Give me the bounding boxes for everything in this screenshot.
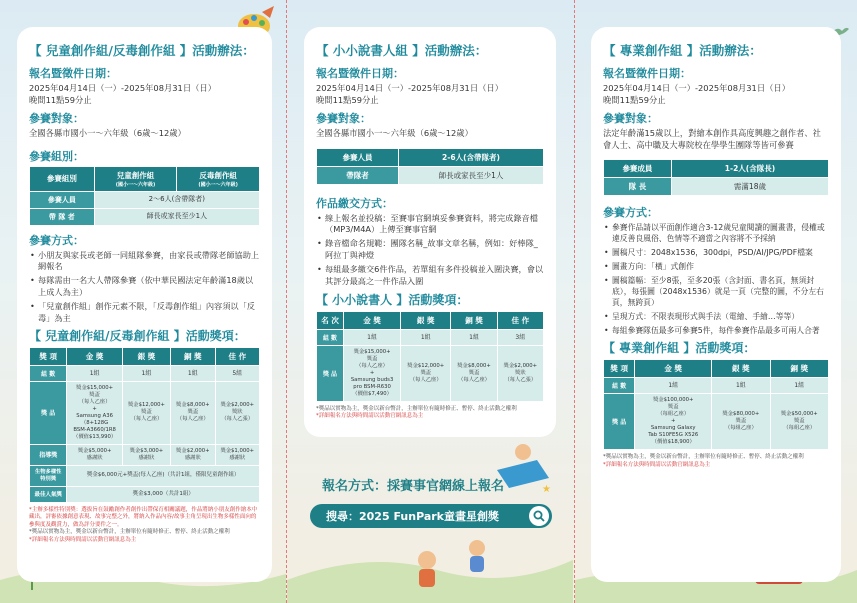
row-label: 組 數 [317,330,343,345]
table-cell: 1組 [451,330,496,345]
table-header: 佳 作 [498,312,543,329]
table-cell: 獎金$3,000（共計1組） [67,487,259,502]
footnote: *詳細報名方法與時間請以活動官網訊息為主 [316,413,424,420]
footnote: *詳細報名方法與時間請以活動官網訊息為主 [29,536,137,543]
table-header: 參賽組別 [30,167,94,191]
footnote: *主辦多樣性特別獎：選拔旨在鼓勵創作者創作出帶保育相關議題，作品將納小朋友創作繪本中藏出，評審依據創意表現、故事完整之外，將納入作品內容/故事主角呈現出生物多樣性面向的參與度及觀賞力，做為評分要件之一。 [29,506,258,528]
table-header: 金 獎 [344,312,400,329]
panel-title: 【 小小說書人組 】活動辦法： [316,43,488,58]
submit-heading: 作品繳交方式： [316,196,393,210]
table-header: 銅 獎 [771,360,828,377]
table-cell: 獎金$8,000+ 獎盃 （每人乙座） [171,382,214,444]
date-line: 2025年04月14日（一）-2025年08月31日（日） [316,83,504,93]
list-item: • 圖稿尺寸：2048x1536，300dpi，PSD/AI/JPG/PDF檔案 [603,247,829,258]
table-cell: 1組 [771,378,828,393]
row-label: 生物多樣性 特別獎 [30,466,66,486]
search-bar[interactable] [310,504,552,528]
row-label: 帶隊者 [317,167,398,184]
row-label: 最佳人氣獎 [30,487,66,502]
table-cell: 1組 [171,366,214,381]
award-title: 【 小小說書人 】活動獎項： [316,292,469,307]
method-heading: 參賽方式： [603,206,658,219]
row-label: 指導獎 [30,445,66,465]
footnote: *獎品以實物為主，獎金以新台幣計，主辦單位有隨時修正、暫停、終止活動之權利 [603,454,804,460]
row-label: 隊 長 [604,178,671,195]
table-cell: 1組 [635,378,711,393]
method-heading: 參賽方式： [29,233,84,247]
table-cell: 獎金$15,000+ 獎盃 （每人乙座） + Samsung buds3 pro BSM-R630 （價值$7,490） [344,346,400,401]
target-text: 法定年齡滿15歲以上，對繪本創作具高度興趣之創作者、社會人士、高中職及大專院校在學學生團隊等皆可參賽 [603,128,821,150]
submit-list [316,213,544,287]
target-heading: 參賽對象： [603,112,658,125]
table-cell: 1組 [67,366,121,381]
list-item: • 每組最多繳交6件作品，若單組有多件投稿並入圍決賽，會以其評分最高之一件作品入圍 [316,264,544,287]
award-title: 【 兒童創作組/反毒創作組 】活動獎項： [29,328,246,343]
table-header: 金 獎 [67,348,121,365]
panel-professional-group [591,27,841,582]
award-table [29,347,260,503]
table-header: 金 獎 [635,360,711,377]
table-header: 獎 項 [30,348,66,365]
table-cell: 獎金$1,000+ 感謝狀 [216,445,259,465]
table-header: 反毒創作組 (國小一～六年級) [177,167,259,191]
table-cell: 獎金$80,000+ 獎盃 （每組乙座） [712,394,769,449]
list-item: • 每隊需由一名大人帶隊參賽（依中華民國法定年齡滿18歲以上成人為主） [29,275,260,298]
table-cell: 師長或家長至少1人 [95,209,259,225]
table-cell: 獎金$6,000元+獎盃(每人乙座)（共計1組，僅限兒童創作組） [67,466,259,486]
row-label: 參賽人員 [317,149,398,166]
date-heading: 報名暨徵件日期： [29,67,117,80]
table-header: 兒童創作組 (國小一～六年級) [95,167,177,191]
table-cell: 獎金$100,000+ 獎盃 （每組乙座） + Samsung Galaxy Tab S10FE5G X526 （價值$18,900） [635,394,711,449]
row-label: 獎 品 [30,382,66,444]
table-cell: 1組 [123,366,170,381]
table-header: 名 次 [317,312,343,329]
table-cell: 3組 [498,330,543,345]
method-list [29,250,260,324]
list-item: • 「兒童創作組」創作元素不限，「反毒創作組」內容須以「反毒」為主 [29,301,260,324]
date-deadline: 晚間11點59分止 [603,94,666,105]
row-label: 參賽成員 [604,160,671,177]
table-cell: 需滿18歲 [672,178,828,195]
list-item: • 線上報名並投稿：至賽事官網填妥參賽資料，將完成錄音檔（MP3/M4A）上傳至賽事官網 [316,213,544,236]
list-item: • 呈現方式：不限表現形式與手法（電繪、手繪…等等） [603,311,829,322]
search-text: 搜尋：2025 FunPark童畫星創獎 [326,510,500,523]
table-cell: 獎金$2,000+ 獎狀 （每人乙張） [498,346,543,401]
table-cell: 師長或家長至少1人 [399,167,543,184]
table-cell: 1組 [401,330,450,345]
target-text: 全國各縣市國小一～六年級（6歲～12歲） [316,128,473,138]
panel-children-group [17,27,272,582]
footnote: *獎品以實物為主，獎金以新台幣計，主辦單位有隨時修正、暫停、終止活動之權利 [316,405,517,412]
panel-title: 【 專業創作組 】活動辦法： [603,43,762,58]
table-cell: 5組 [216,366,259,381]
row-label: 帶 隊 者 [30,209,94,225]
list-item: • 參賽作品請以平面創作適合3-12歲兒童閱讀的圖畫書，侵權或違反善良風俗、色情等不適當之內容將不予採納 [603,222,829,244]
list-item: • 每組參賽隊伍最多可參賽5件，每件參賽作品最多可兩人合著 [603,325,829,336]
list-item: • 圖畫方向：「橫」式創作 [603,261,829,272]
target-text: 全國各縣市國小一～六年級（6歲～12歲） [29,128,186,138]
date-deadline: 晚間11點59分止 [29,94,92,105]
award-table [316,311,544,402]
table-cell: 1組 [712,378,769,393]
table-cell: 1-2人(含隊長) [672,160,828,177]
group-heading: 參賽組別： [29,149,84,163]
footnote: *詳細報名方法與時間請以活動官網訊息為主 [603,461,711,468]
table-header: 銀 獎 [712,360,769,377]
date-heading: 報名暨徵件日期： [603,67,691,80]
date-line: 2025年04月14日（一）-2025年08月31日（日） [29,83,217,93]
row-label: 獎 品 [604,394,634,449]
table-header: 佳 作 [216,348,259,365]
footnote: *獎品以實物為主，獎金以新台幣計，主辦單位有隨時修正、暫停、終止活動之權利 [29,529,230,536]
list-item: • 圖稿篇幅：至少8張，至多20張（含封面、書名頁，無須封底），每張圖（2048x1536）就是一頁（完整的圖，不分左右頁，無跨頁） [603,275,829,308]
table-header: 銅 獎 [451,312,496,329]
panel-storyteller-group [304,27,556,437]
table-cell: 1組 [344,330,400,345]
table-cell: 獎金$12,000+ 獎盃 （每人乙座） [123,382,170,444]
table-header: 獎 項 [604,360,634,377]
signup-method-title: 報名方式：採賽事官網線上報名 [322,479,505,494]
table-cell: 獎金$50,000+ 獎盃 （每組乙座） [771,394,828,449]
member-table [316,148,544,185]
table-header: 銀 獎 [401,312,450,329]
panel-title: 【 兒童創作組/反毒創作組 】活動辦法： [29,43,255,58]
magnifier-icon[interactable] [529,506,549,526]
table-cell: 2〜6人(含帶隊者) [95,192,259,208]
list-item: • 錄音檔命名規範：團隊名稱_故事文章名稱，例如：好棒隊_阿拉丁與神燈 [316,238,544,261]
table-cell: 獎金$2,000+ 感謝狀 [171,445,214,465]
table-cell: 獎金$15,000+ 獎盃 （每人乙座） + Samsung A36 （8+128G BSM-A3660/1R8 （價值$13,990） [67,382,121,444]
table-cell: 2-6人(含帶隊者) [399,149,543,166]
table-cell: 獎金$3,000+ 感謝狀 [123,445,170,465]
member-table [603,159,829,196]
group-table [29,166,260,226]
table-header: 銅 獎 [171,348,214,365]
target-heading: 參賽對象： [316,112,371,125]
footnotes [29,507,260,545]
target-heading: 參賽對象： [29,112,84,125]
table-cell: 獎金$8,000+ 獎盃 （每人乙座） [451,346,496,401]
svg-text:★: ★ [542,484,551,495]
row-label: 參賽人員 [30,192,94,208]
table-cell: 獎金$5,000+ 感謝狀 [67,445,121,465]
table-cell: 獎金$12,000+ 獎盃 （每人乙座） [401,346,450,401]
footnotes [603,454,829,469]
table-cell: 獎金$2,000+ 獎狀 （每人乙張） [216,382,259,444]
footnotes [316,406,544,421]
row-label: 組 數 [604,378,634,393]
row-label: 組 數 [30,366,66,381]
list-item: • 小朋友與家長或老師一同組隊參賽，由家長或帶隊老師協助上網報名 [29,250,260,273]
award-title: 【 專業創作組 】活動獎項： [603,341,756,355]
date-line: 2025年04月14日（一）-2025年08月31日（日） [603,83,791,93]
method-list [603,222,829,336]
date-heading: 報名暨徵件日期： [316,67,404,80]
award-table [603,359,829,450]
table-header: 銀 獎 [123,348,170,365]
row-label: 獎 品 [317,346,343,401]
date-deadline: 晚間11點59分止 [316,94,379,105]
